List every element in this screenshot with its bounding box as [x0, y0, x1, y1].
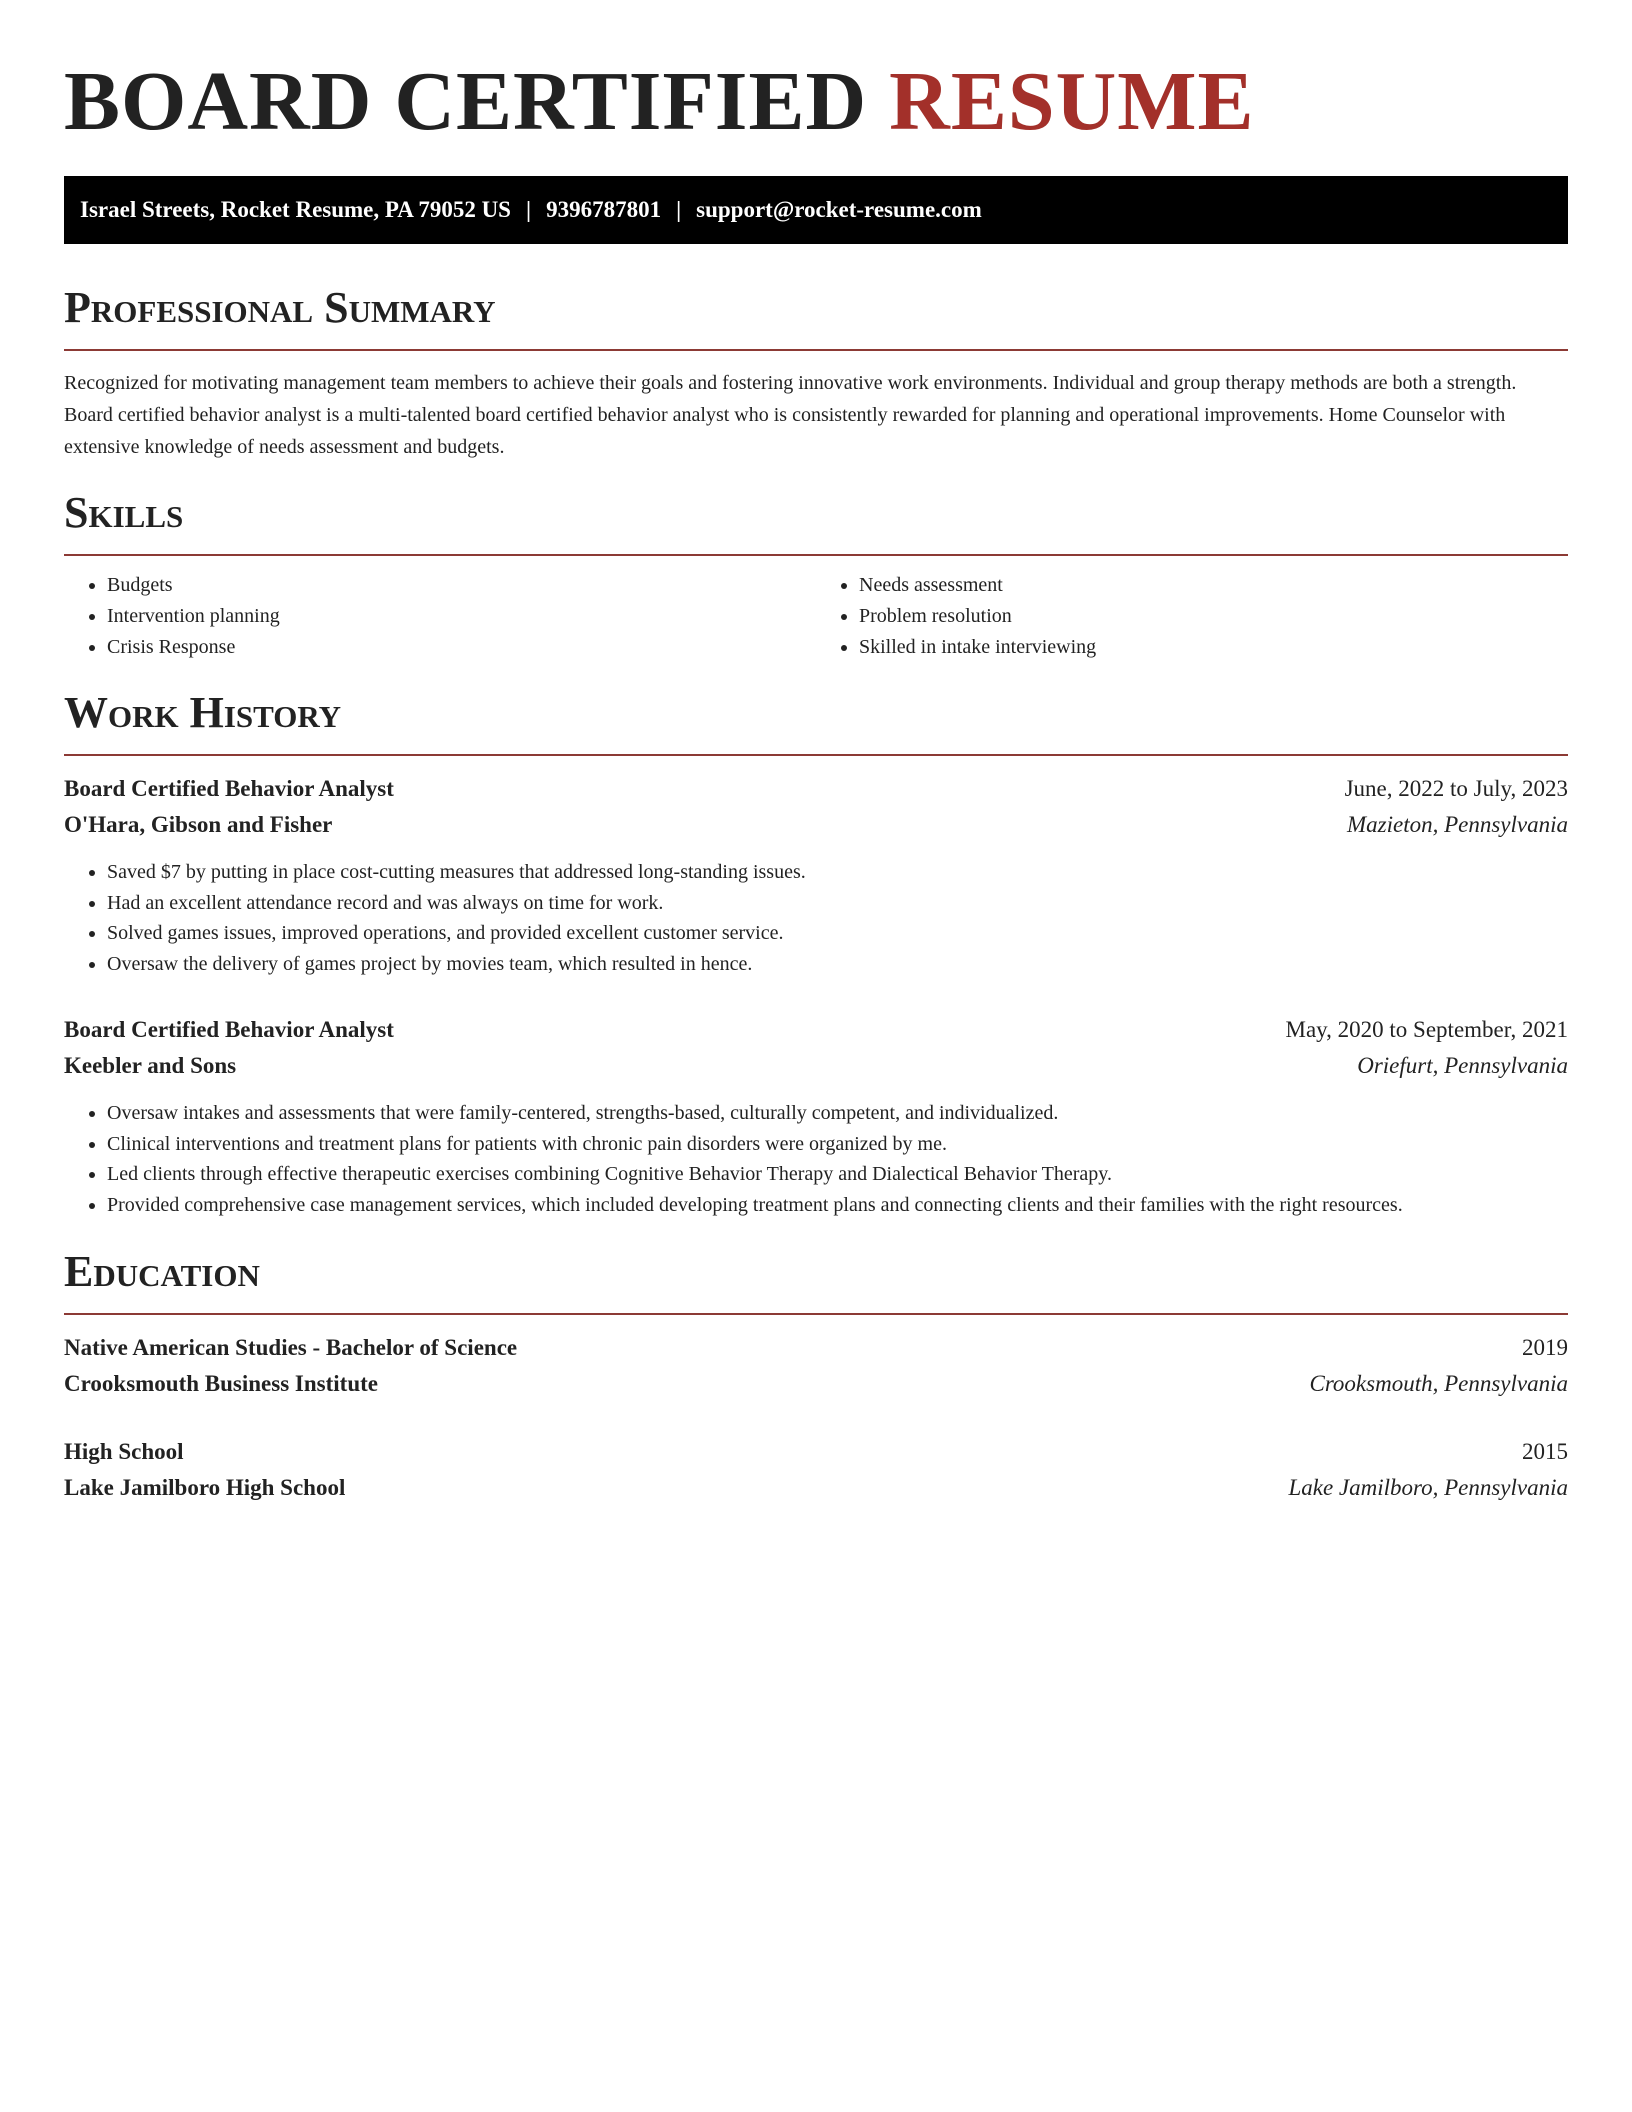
job-dates: June, 2022 to July, 2023 [1344, 776, 1568, 801]
education-year: 2015 [1522, 1439, 1568, 1464]
job-bullet: • Saved $7 by putting in place cost-cutting measures that addressed long-standing issues. [107, 857, 1568, 888]
job-dates: May, 2020 to September, 2021 [1285, 1017, 1568, 1042]
job-bullet: • Led clients through effective therapeutic exercises combining Cognitive Behavior Therapy and Dialectical Behavior Therapy. [107, 1159, 1568, 1190]
job-location: Oriefurt, Pennsylvania [1357, 1053, 1568, 1078]
skill-item: • Skilled in intake interviewing [859, 632, 1568, 663]
section-divider [64, 349, 1568, 351]
job-header-row [64, 771, 1568, 807]
summary-section [64, 282, 1568, 463]
contact-bar [64, 176, 1568, 244]
education-header-row [64, 1330, 1568, 1366]
education-degree: High School [64, 1439, 184, 1464]
summary-title: Professional Summary [64, 283, 496, 332]
section-divider [64, 554, 1568, 556]
job-bullet: • Solved games issues, improved operations, and provided excellent customer service. [107, 918, 1568, 949]
skills-columns [64, 570, 1568, 663]
name-main: BOARD CERTIFIED [64, 55, 868, 148]
job-company-row [64, 1048, 1568, 1084]
skill-item: • Needs assessment [859, 570, 1568, 601]
education-section [64, 1246, 1568, 1506]
job-bullets [64, 1098, 1568, 1220]
section-divider [64, 754, 1568, 756]
skill-item: • Budgets [107, 570, 816, 601]
education-school: Lake Jamilboro High School [64, 1475, 346, 1500]
education-school-row [64, 1366, 1568, 1402]
job-entry [64, 1012, 1568, 1220]
job-title: Board Certified Behavior Analyst [64, 776, 394, 801]
skills-title: Skills [64, 488, 184, 537]
skill-item: • Problem resolution [859, 601, 1568, 632]
contact-phone: 9396787801 [546, 197, 662, 222]
education-entry [64, 1330, 1568, 1402]
education-degree: Native American Studies - Bachelor of Science [64, 1335, 518, 1360]
job-title: Board Certified Behavior Analyst [64, 1017, 394, 1042]
name-accent: RESUME [889, 55, 1255, 148]
job-bullet: • Had an excellent attendance record and was always on time for work. [107, 888, 1568, 919]
section-divider [64, 1313, 1568, 1315]
work-title: Work History [64, 688, 342, 737]
education-entry [64, 1434, 1568, 1506]
skills-list-left [64, 570, 816, 663]
education-title: Education [64, 1247, 260, 1296]
contact-email: support@rocket-resume.com [696, 197, 982, 222]
job-company-row [64, 807, 1568, 843]
job-bullets [64, 857, 1568, 979]
education-location: Lake Jamilboro, Pennsylvania [1288, 1475, 1568, 1500]
job-company: O'Hara, Gibson and Fisher [64, 812, 333, 837]
skill-item: • Crisis Response [107, 632, 816, 663]
education-school-row [64, 1470, 1568, 1506]
skill-item: • Intervention planning [107, 601, 816, 632]
job-location: Mazieton, Pennsylvania [1346, 812, 1568, 837]
resume-name [64, 0, 1568, 148]
contact-separator: | [525, 197, 532, 222]
job-company: Keebler and Sons [64, 1053, 237, 1078]
job-header-row [64, 1012, 1568, 1048]
job-bullet: • Provided comprehensive case management services, which included developing treatment plans and connecting clients and their families with the right resources. [107, 1190, 1568, 1221]
job-bullet: • Oversaw the delivery of games project by movies team, which resulted in hence. [107, 949, 1568, 980]
work-section [64, 687, 1568, 1220]
job-bullet: • Clinical interventions and treatment plans for patients with chronic pain disorders were organized by me. [107, 1129, 1568, 1160]
education-school: Crooksmouth Business Institute [64, 1371, 378, 1396]
education-location: Crooksmouth, Pennsylvania [1309, 1371, 1568, 1396]
education-header-row [64, 1434, 1568, 1470]
education-year: 2019 [1522, 1335, 1568, 1360]
summary-text: Recognized for motivating management team members to achieve their goals and fostering innovative work environments. Individual and group therapy methods are both a strength. Board certified behavior analyst is a multi-talented board certified behavior analyst who is consistently rewarded for planning and operational improvements. Home Counselor with extensive knowledge of needs assessment and budgets. [64, 372, 1517, 458]
job-bullet: • Oversaw intakes and assessments that were family-centered, strengths-based, culturally competent, and individualized. [107, 1098, 1568, 1129]
contact-address: Israel Streets, Rocket Resume, PA 79052 US [80, 197, 511, 222]
job-entry [64, 771, 1568, 979]
contact-separator: | [676, 197, 682, 222]
skills-section [64, 487, 1568, 663]
skills-list-right [816, 570, 1568, 663]
